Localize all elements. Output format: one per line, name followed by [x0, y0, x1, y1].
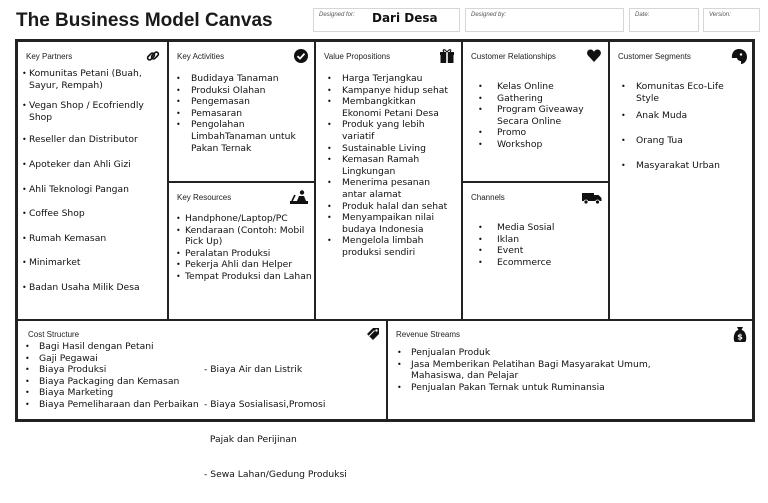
- svg-text:$: $: [737, 332, 743, 342]
- list-item: • Produk yang lebih variatif: [324, 119, 454, 142]
- canvas-title: The Business Model Canvas: [16, 10, 273, 31]
- date-field[interactable]: [629, 8, 699, 32]
- key-partners-block: [18, 42, 167, 319]
- list-item: • Penjualan Pakan Ternak untuk Ruminansia: [394, 382, 694, 394]
- list-item: • Kendaraan (Contoh: Mobil Pick Up): [173, 225, 313, 248]
- list-item: • Badan Usaha Milik Desa: [22, 282, 164, 294]
- list-item: • Masyarakat Urban: [618, 160, 748, 172]
- list-item: • Anak Muda: [618, 110, 748, 122]
- list-item: • Produk halal dan sehat: [324, 201, 454, 213]
- customer-segments-block: [608, 42, 752, 319]
- cost-structure-list-2: [204, 341, 384, 503]
- designed-for-value: Dari Desa: [372, 11, 438, 25]
- list-item: • Iklan: [475, 234, 603, 246]
- version-label: Version:: [709, 12, 731, 18]
- value-propositions-list: [324, 73, 454, 259]
- designed-by-label: Designed by:: [471, 12, 507, 18]
- list-item: • Pengemasan: [173, 96, 313, 108]
- list-item: • Orang Tua: [618, 135, 748, 147]
- key-resources-list: [173, 213, 313, 283]
- list-item: • Kampanye hidup sehat: [324, 85, 454, 97]
- gift-icon: [439, 48, 455, 64]
- list-item: • Menerima pesanan antar alamat: [324, 177, 454, 200]
- key-partners-title: Key Partners: [26, 52, 73, 61]
- worker-icon: [289, 189, 309, 205]
- list-item: - Sewa Lahan/Gedung Produksi: [204, 468, 347, 480]
- list-item: • Ahli Teknologi Pangan: [22, 184, 164, 196]
- value-propositions-title: Value Propositions: [324, 52, 391, 61]
- list-item: • Apoteker dan Ahli Gizi: [22, 159, 164, 171]
- customer-segments-list: [618, 81, 748, 185]
- key-activities-title: Key Activities: [177, 52, 225, 61]
- key-partners-list: [22, 68, 164, 294]
- channels-block: [461, 181, 608, 319]
- channels-list: [475, 222, 603, 268]
- list-item: • Coffee Shop: [22, 208, 164, 220]
- heart-icon: [586, 48, 602, 64]
- revenue-streams-title: Revenue Streams: [396, 330, 461, 339]
- check-circle-icon: [293, 48, 309, 64]
- cost-structure-list-1: [22, 341, 212, 411]
- channels-title: Channels: [471, 193, 505, 202]
- list-item: • Ecommerce: [475, 257, 603, 269]
- list-item: • Pengolahan LimbahTanaman untuk Pakan Ternak: [173, 119, 313, 154]
- list-item: • Harga Terjangkau: [324, 73, 454, 85]
- list-item: • Event: [475, 245, 603, 257]
- list-item: • Reseller dan Distributor: [22, 134, 164, 146]
- list-item: • Membangkitkan Ekonomi Petani Desa: [324, 96, 454, 119]
- truck-icon: [581, 189, 603, 205]
- list-item: • Vegan Shop / Ecofriendly Shop: [22, 100, 164, 123]
- tag-icon: [365, 326, 381, 342]
- key-resources-block: [167, 181, 314, 319]
- list-item: • Komunitas Eco-Life Style: [618, 81, 748, 104]
- list-item: • Pekerja Ahli dan Helper: [173, 259, 313, 271]
- list-item: - Biaya Air dan Listrik: [204, 364, 303, 376]
- money-bag-icon: [732, 325, 748, 343]
- list-item: • Komunitas Petani (Buah, Sayur, Rempah): [22, 68, 164, 91]
- version-field[interactable]: [703, 8, 760, 32]
- list-item: • Jasa Memberikan Pelatihan Bagi Masyarakat Umum, Mahasiswa, dan Pelajar: [394, 359, 694, 382]
- list-item: • Kelas Online: [475, 81, 603, 93]
- list-item: • Tempat Produksi dan Lahan: [173, 271, 313, 283]
- list-item: Pajak dan Perijinan: [204, 433, 297, 445]
- cost-structure-block: [18, 319, 386, 480]
- link-icon: [145, 48, 161, 64]
- list-item: • Minimarket: [22, 257, 164, 269]
- key-activities-list: [173, 73, 313, 154]
- list-item: • Kemasan Ramah Lingkungan: [324, 154, 454, 177]
- cost-structure-title: Cost Structure: [28, 330, 80, 339]
- value-propositions-block: [314, 42, 461, 319]
- customer-segments-title: Customer Segments: [618, 52, 691, 61]
- list-item: • Biaya Produksi: [22, 364, 212, 376]
- list-item: • Rumah Kemasan: [22, 233, 164, 245]
- customer-relationships-block: [461, 42, 608, 181]
- list-item: • Biaya Marketing: [22, 387, 212, 399]
- list-item: • Penjualan Produk: [394, 347, 694, 359]
- key-resources-title: Key Resources: [177, 193, 232, 202]
- list-item: • Budidaya Tanaman: [173, 73, 313, 85]
- list-item: • Peralatan Produksi: [173, 248, 313, 260]
- key-activities-block: [167, 42, 314, 181]
- customer-relationships-title: Customer Relationships: [471, 52, 556, 61]
- designed-for-label: Designed for:: [319, 12, 355, 18]
- date-label: Date:: [635, 12, 650, 18]
- list-item: • Pemasaran: [173, 108, 313, 120]
- list-item: • Workshop: [475, 139, 603, 151]
- face-icon: [730, 48, 748, 66]
- list-item: - Biaya Sosialisasi,Promosi: [204, 398, 326, 410]
- list-item: • Media Sosial: [475, 222, 603, 234]
- revenue-streams-list: [394, 347, 694, 393]
- list-item: • Mengelola limbah produksi sendiri: [324, 235, 454, 258]
- designed-by-field[interactable]: [465, 8, 624, 32]
- revenue-streams-block: [386, 319, 752, 419]
- list-item: • Promo: [475, 127, 603, 139]
- canvas-grid: [15, 39, 755, 480]
- list-item: • Biaya Pemeliharaan dan Perbaikan: [22, 399, 212, 411]
- list-item: • Sustainable Living: [324, 143, 454, 155]
- list-item: • Produksi Olahan: [173, 85, 313, 97]
- customer-relationships-list: [475, 81, 603, 151]
- list-item: • Gathering: [475, 93, 603, 105]
- list-item: • Handphone/Laptop/PC: [173, 213, 313, 225]
- designed-for-field[interactable]: [313, 8, 460, 32]
- list-item: • Menyampaikan nilai budaya Indonesia: [324, 212, 454, 235]
- list-item: • Gaji Pegawai: [22, 353, 212, 365]
- list-item: • Biaya Packaging dan Kemasan: [22, 376, 212, 388]
- list-item: • Bagi Hasil dengan Petani: [22, 341, 212, 353]
- list-item: • Program Giveaway Secara Online: [475, 104, 603, 127]
